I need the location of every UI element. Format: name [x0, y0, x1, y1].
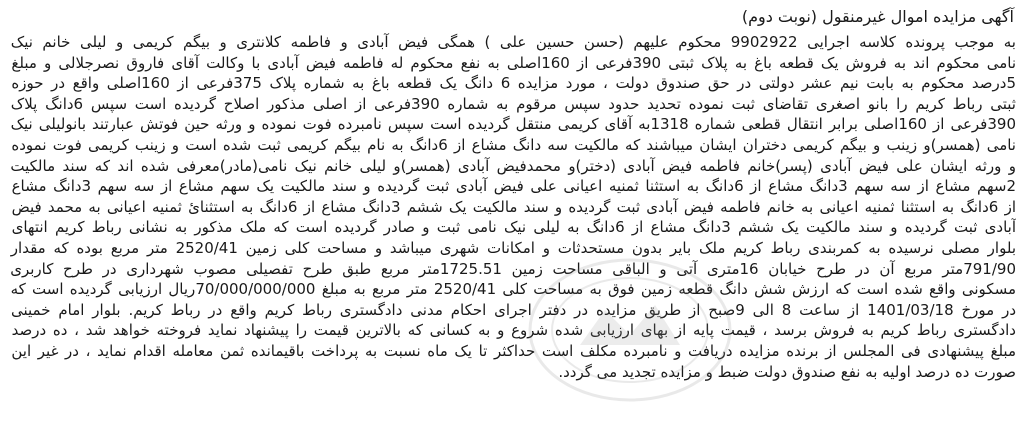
auction-notice [6, 4, 1016, 442]
notice-body [6, 32, 1016, 382]
notice-line: آبادی ثبت گردیده و سند مالکیت یک ششم 3دانگ مشاع از 6دانگ به لیلی نیک نامی ثبت و صادر گردیده است که ملک مذکور به نشانی رباط کریم انتهای [11, 218, 1016, 237]
notice-line: دادگستری رباط کریم به فروش برسد ، قیمت پایه از بهای ارزیابی شده شروع و به کسانی که بالاترین قیمت را پیشنهاد نماید فروخته خواهد شد ، ده درصد [11, 321, 1016, 340]
notice-line: 5درصد محکوم به بابت نیم عشر دولتی در حق صندوق دولت ، مورد مزایده 6 دانگ یک قطعه باغ به شماره پلاک 375فرعی از 160اصلی واقع در حوزه [11, 74, 1016, 93]
notice-line: 791/90متر مربع آن در طرح خیابان 16متری آتی و الباقی مساحت زمین 1725.51متر مربع طبق طرح تفصیلی مصوب شهرداری در طرح کاربری [10, 259, 1016, 278]
notice-line: صورت ده درصد اولیه به نفع صندوق دولت ضبط و مزایده تجدید می گردد. [558, 362, 1016, 381]
notice-line: نامی (همسر)و زینب و بیگم کریمی دختران ایشان میباشند که مالکیت سه دانگ مشاع از 6دانگ به نام بیگم کریمی ثبت شده است و زینب کریمی فوت نموده [11, 135, 1016, 154]
notice-line: ثبتی رباط کریم را بانو اصغری تقاضای ثبت نموده تحدید حدود سپس مرقوم به شماره 390فرعی از اصلی مذکور اصلاح گردیده است سپس 6دانگ پلاک [10, 94, 1016, 113]
notice-line: مسکونی واقع شده است که ارزش شش دانگ قطعه زمین فوق به مساحت کلی 2520/41 متر مربع به مبلغ 70/000/000/000ریال ارزیابی گردیده است که [10, 280, 1016, 299]
notice-line: در مورخ 1401/03/18 از ساعت 8 الی 9صبح از طریق مزایده در دفتر اجرای احکام مدنی دادگستری رباط کریم واقع در رباط کریم. بلوار امام خمینی [11, 300, 1016, 319]
notice-line: مبلغ پیشنهادی فی المجلس از برنده مزایده دریافت و نامبرده مکلف است حداکثر تا یک ماه نسبت به پرداخت باقیمانده ثمن معامله اقدام نماید ، در غیر این [11, 341, 1016, 360]
notice-line: نامی محکوم اند به فروش یک قطعه باغ به پلاک ثبتی 390فرعی از 160اصلی به نفع محکوم له فاطمه فیض آبادی با وکالت آقای فاروق نصرجلالی و مبلغ [11, 53, 1016, 72]
notice-title: آگهی مزایده اموال غیرمنقول (نوبت دوم) [741, 7, 1014, 26]
notice-line: و ورثه ایشان علی فیض آبادی (پسر)خانم فاطمه فیض آبادی (دختر)و محمدفیض آبادی (همسر)و لیلی خانم نیک نامی(مادر)معرفی شده اند که سند مالکیت [10, 156, 1016, 175]
notice-line: 390فرعی از 160اصلی برابر انتقال قطعی شماره 1318به آقای کریمی منتقل گردیده است سپس نامبرده فوت نموده و ورثه حین فوتش عبارتند بانولیلی نیک [10, 115, 1016, 134]
notice-line: 2سهم مشاع از سه سهم 3دانگ مشاع از 6دانگ به استثنا ثمنیه اعیانی علی فیض آبادی ثبت گردیده و سند مالکیت یک سهم مشاع از سه سهم 3دانگ مشاع [11, 177, 1016, 196]
notice-line: بلوار مصلی نرسیده به کمربندی رباط کریم ملک بایر بدون مستحدثات و امکانات شهری میباشد و مساحت کلی زمین 2520/41 متر مربع بوده که مقدار [10, 238, 1016, 257]
notice-line: از 6دانگ به استثنا ثمنیه اعیانی به خانم فاطمه فیض آبادی ثبت گردیده و سند مالکیت یک ششم 3دانگ مشاع از 6دانگ به استثنائ ثمنیه اعیانی به محمد فیض [11, 197, 1016, 216]
notice-line: به موجب پرونده کلاسه اجرایی 9902922 محکوم علیهم (حسن حسین علی ) همگی فیض آبادی و فاطمه کلانتری و بیگم کریمی و لیلی خانم نیک [10, 33, 1016, 51]
